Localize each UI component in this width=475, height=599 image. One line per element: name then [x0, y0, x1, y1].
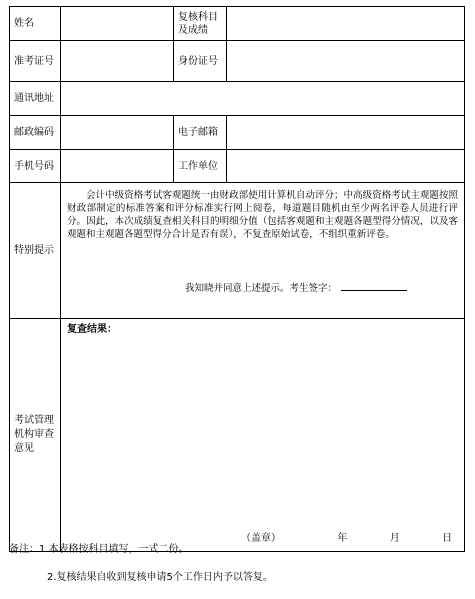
application-form	[9, 6, 465, 552]
workplace-label: 工作单位	[174, 150, 227, 183]
phone-field[interactable]	[61, 150, 174, 183]
notice-text: 会计中级资格考试客观题统一由财政部使用计算机自动评分；中高级资格考试主观题按照财政部制定的标准答案和评分标准实行网上阅卷，每道题目随机由至少两名评卷人员进行评分。因此，本次成绩复查相关科目的明细分值（包括客观题和主观题各题型得分情况，以及客观题和主观题各题型得分合计是否有误），不复查原始试卷，不组织重新评卷。	[67, 190, 458, 240]
notice-label: 特别提示	[10, 183, 61, 319]
note-line-2: 2.复核结果自收到复核申请5个工作日内予以答复。	[47, 572, 273, 583]
form-row-name	[10, 7, 465, 41]
consent-text: 我知晓并同意上述提示。考生签字：	[185, 283, 338, 294]
id-number-field[interactable]	[227, 41, 465, 82]
email-field[interactable]	[227, 116, 465, 150]
review-result-title: 复查结果：	[67, 324, 117, 335]
form-row-exam-id	[10, 41, 465, 82]
form-row-address	[10, 82, 465, 116]
note-line-1: 备注：1.本表格按科目填写，一式二份。	[9, 544, 189, 555]
exam-id-label: 准考证号	[10, 41, 61, 82]
form-row-phone	[10, 150, 465, 183]
id-number-label: 身份证号	[174, 41, 227, 82]
signature-line[interactable]	[341, 281, 407, 291]
form-row-postcode	[10, 116, 465, 150]
phone-label: 手机号码	[10, 150, 61, 183]
exam-id-field[interactable]	[61, 41, 174, 82]
form-notes	[9, 543, 273, 599]
notice-cell	[61, 183, 465, 319]
name-field[interactable]	[61, 7, 174, 41]
year-label: 年	[337, 533, 348, 544]
consent-statement	[67, 281, 458, 295]
name-label: 姓名	[10, 7, 61, 41]
address-label: 通讯地址	[10, 82, 61, 116]
review-cell	[61, 319, 465, 552]
form-row-notice	[10, 183, 465, 319]
subject-score-field[interactable]	[227, 7, 465, 41]
review-label: 考试管理机构审查意见	[10, 319, 61, 552]
postcode-label: 邮政编码	[10, 116, 61, 150]
workplace-field[interactable]	[227, 150, 465, 183]
day-label: 日	[442, 533, 453, 544]
subject-score-label: 复核科目及成绩	[174, 7, 227, 41]
form-row-review	[10, 319, 465, 552]
month-label: 月	[389, 533, 400, 544]
email-label: 电子邮箱	[174, 116, 227, 150]
seal-label: （盖章）	[241, 533, 281, 544]
postcode-field[interactable]	[61, 116, 174, 150]
address-field[interactable]	[61, 82, 465, 116]
